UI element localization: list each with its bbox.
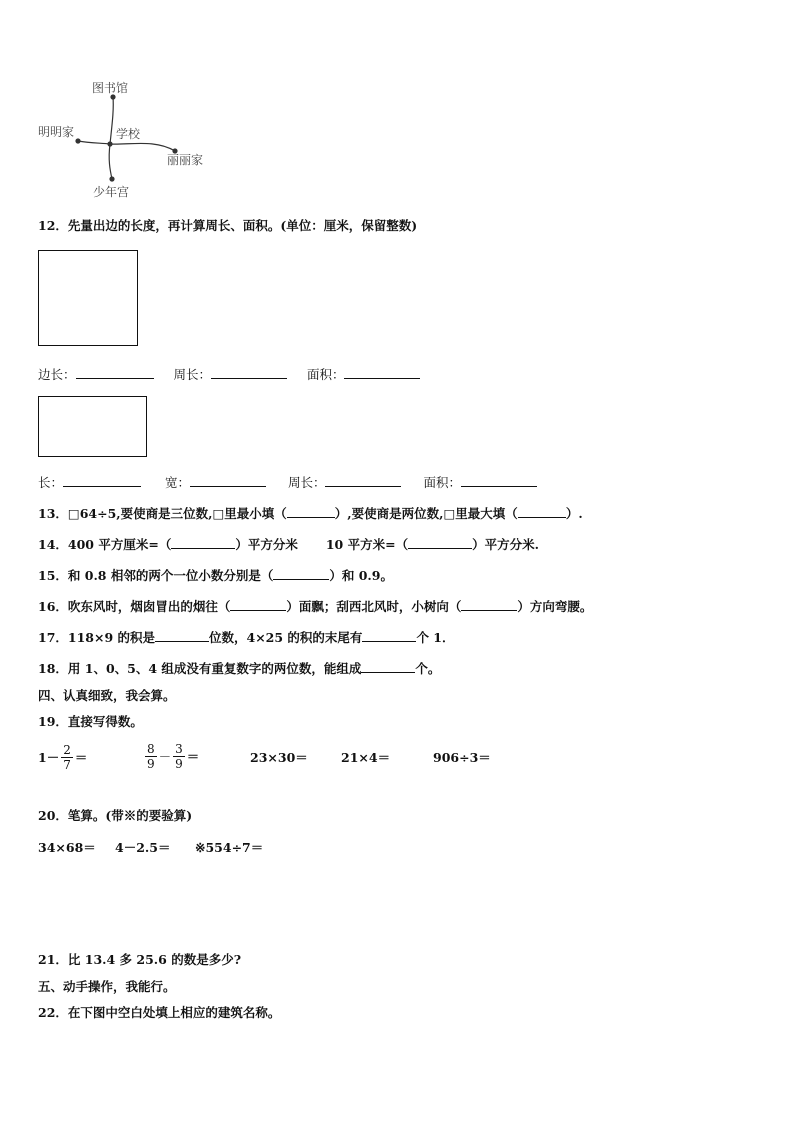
fraction-numerator: 8 <box>147 741 155 756</box>
q18-blank[interactable] <box>361 660 415 673</box>
rect-perimeter-label: 周长： <box>287 475 326 490</box>
q19-expression-2 <box>143 736 199 776</box>
q18 <box>38 659 440 677</box>
q13-text-3: ）. <box>565 506 583 521</box>
square-perimeter-label: 周长： <box>173 367 211 382</box>
square-answer-line <box>38 365 420 383</box>
q19-title: 19．直接写得数。 <box>38 714 143 729</box>
q17 <box>38 628 455 646</box>
q18-text-1: 18．用 1、0、5、4 组成没有重复数字的两位数，能组成 <box>38 661 362 676</box>
q17-text-2: 位数，4×25 的积的末尾有 <box>209 630 363 645</box>
rect-length-blank[interactable] <box>63 474 141 487</box>
section-4-heading: 四、认真细致，我会算。 <box>38 688 176 703</box>
school-point <box>107 141 112 146</box>
q18-text-2: 个。 <box>415 661 441 676</box>
q17-text-1: 17．118×9 的积是 <box>38 630 156 645</box>
q16-text-2: ）面飘；刮西北风时，小树向（ <box>286 599 462 614</box>
road-west <box>78 141 110 144</box>
mingming-home-point <box>75 138 80 143</box>
rectangle-answer-line <box>38 473 537 491</box>
q19-e1-prefix: 1－ <box>38 750 60 765</box>
q21: 21．比 13.4 多 25.6 的数是多少? <box>38 952 242 967</box>
square-perimeter-blank[interactable] <box>211 366 287 379</box>
q20-expression-2: 4－2.5＝ <box>115 840 171 855</box>
q17-blank-2[interactable] <box>362 629 416 642</box>
section-5-heading: 五、动手操作，我能行。 <box>38 979 176 994</box>
q14-text-1: 14．400 平方厘米=（ <box>38 537 172 552</box>
fraction-2-7 <box>61 743 73 772</box>
map-label-library: 图书馆 <box>92 81 129 95</box>
q17-text-3: 个 1． <box>416 630 455 645</box>
q19-e2-minus: － <box>158 749 172 764</box>
q14-blank-1[interactable] <box>171 536 235 549</box>
q19-expression-3: 23×30＝ <box>250 750 308 765</box>
q14-text-2: ）平方分米 <box>235 537 298 552</box>
square-figure <box>38 250 138 346</box>
q19-expression-5: 906÷3＝ <box>433 750 491 765</box>
q13-blank-2[interactable] <box>518 505 566 518</box>
q20-expression-1: 34×68＝ <box>38 840 96 855</box>
q15 <box>38 566 393 584</box>
fraction-denominator: 7 <box>63 757 71 772</box>
q15-blank[interactable] <box>273 567 329 580</box>
q13 <box>38 504 583 522</box>
rect-perimeter-blank[interactable] <box>325 474 401 487</box>
q14-text-4: ）平方分米. <box>472 537 539 552</box>
q19-e2-equals: ＝ <box>186 749 200 764</box>
square-area-label: 面积： <box>306 367 345 382</box>
q16-blank-2[interactable] <box>461 598 517 611</box>
q16-text-1: 16．吹东风时，烟囱冒出的烟往（ <box>38 599 231 614</box>
q14 <box>38 535 539 553</box>
rect-area-blank[interactable] <box>461 474 537 487</box>
q12-title: 12．先量出边的长度，再计算周长、面积。(单位：厘米，保留整数) <box>38 218 418 233</box>
road-east <box>110 143 175 151</box>
q20-expression-3: ※554÷7＝ <box>195 840 264 855</box>
fraction-denominator: 9 <box>175 756 183 771</box>
q14-blank-2[interactable] <box>408 536 472 549</box>
map-label-school: 学校 <box>116 127 141 141</box>
square-side-blank[interactable] <box>76 366 154 379</box>
q13-blank-1[interactable] <box>287 505 335 518</box>
rectangle-figure <box>38 396 147 457</box>
fraction-numerator: 2 <box>63 742 71 757</box>
q16-blank-1[interactable] <box>230 598 286 611</box>
q19-expression-1 <box>38 740 87 774</box>
road-south <box>109 144 112 179</box>
q15-text-2: ）和 0.9。 <box>329 568 393 583</box>
q16-text-3: ）方向弯腰。 <box>517 599 593 614</box>
rect-area-label: 面积： <box>423 475 461 490</box>
q19-expression-4: 21×4＝ <box>341 750 391 765</box>
q15-text-1: 15．和 0.8 相邻的两个一位小数分别是（ <box>38 568 274 583</box>
fraction-8-9 <box>145 742 157 771</box>
map-label-lili-home: 丽丽家 <box>167 153 204 167</box>
q19-e1-equals: ＝ <box>74 750 88 765</box>
q22: 22．在下图中空白处填上相应的建筑名称。 <box>38 1005 281 1020</box>
youth-palace-point <box>109 176 114 181</box>
road-north <box>110 97 113 144</box>
rect-length-label: 长： <box>38 475 64 490</box>
rect-width-blank[interactable] <box>190 474 266 487</box>
q20-title: 20．笔算。(带※的要验算) <box>38 808 193 823</box>
fraction-denominator: 9 <box>147 756 155 771</box>
map-label-mingming-home: 明明家 <box>38 125 75 139</box>
square-area-blank[interactable] <box>344 366 420 379</box>
map-diagram <box>30 75 230 205</box>
fraction-3-9 <box>173 742 185 771</box>
q17-blank-1[interactable] <box>155 629 209 642</box>
q16 <box>38 597 592 615</box>
rect-width-label: 宽： <box>164 475 190 490</box>
q13-text-2: ）,要使商是两位数,□里最大填（ <box>334 506 518 521</box>
q13-text-1: 13．□64÷5,要使商是三位数,□里最小填（ <box>38 506 287 521</box>
map-label-youth-palace: 少年宫 <box>93 185 130 199</box>
q14-text-3: 10 平方米=（ <box>325 537 409 552</box>
fraction-numerator: 3 <box>175 741 183 756</box>
square-side-label: 边长： <box>38 367 76 382</box>
